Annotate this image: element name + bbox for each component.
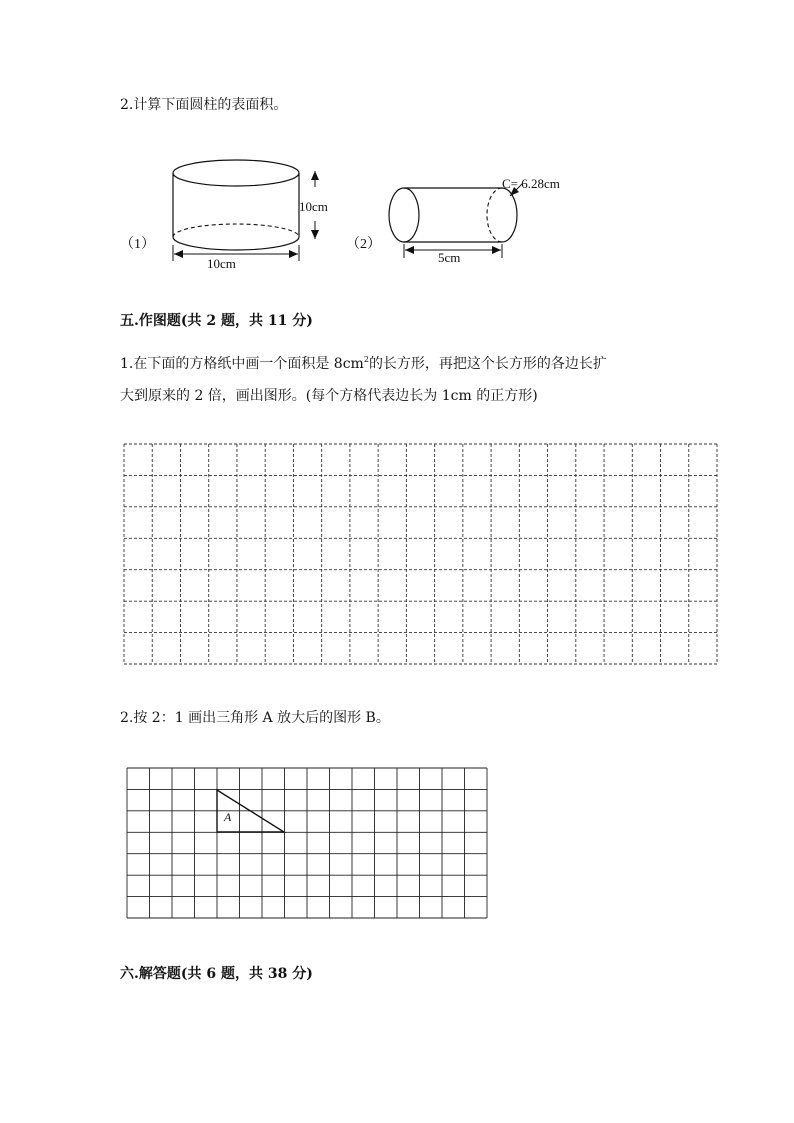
section-5-q2-text: 2.按 2：1 画出三角形 A 放大后的图形 B。 xyxy=(120,710,390,726)
q1-line1-after: 的长方形，再把这个长方形的各边长扩 xyxy=(368,356,607,372)
dashed-square-grid[interactable] xyxy=(124,444,717,664)
section-5-title: 五.作图题(共 2 题，共 11 分) xyxy=(120,313,313,329)
figure-1-label: （1） xyxy=(120,237,155,252)
figure-2-label: （2） xyxy=(346,237,381,252)
cylinder-1-height-label: 10cm xyxy=(299,199,328,214)
section-6-title: 六.解答题(共 6 题，共 38 分) xyxy=(120,966,313,982)
cylinder-1-diameter-label: 10cm xyxy=(207,256,236,271)
cylinder-2-length-label: 5cm xyxy=(438,250,461,265)
area-unit-superscript: 2 xyxy=(363,355,369,364)
question-text: 2.计算下面圆柱的表面积。 xyxy=(120,97,288,113)
q1-line1-before: 1.在下面的方格纸中画一个面积是 8cm xyxy=(120,356,364,372)
cylinder-2-circumference-label: C= 6.28cm xyxy=(502,176,560,191)
triangle-square-grid[interactable] xyxy=(127,768,488,919)
section-5-q1-line1 xyxy=(120,350,607,374)
triangle-a-label: A xyxy=(224,810,232,824)
cylinder-1-figure xyxy=(160,155,360,270)
section-5-q1-line2: 大到原来的 2 倍，画出图形。(每个方格代表边长为 1cm 的正方形) xyxy=(120,388,538,404)
